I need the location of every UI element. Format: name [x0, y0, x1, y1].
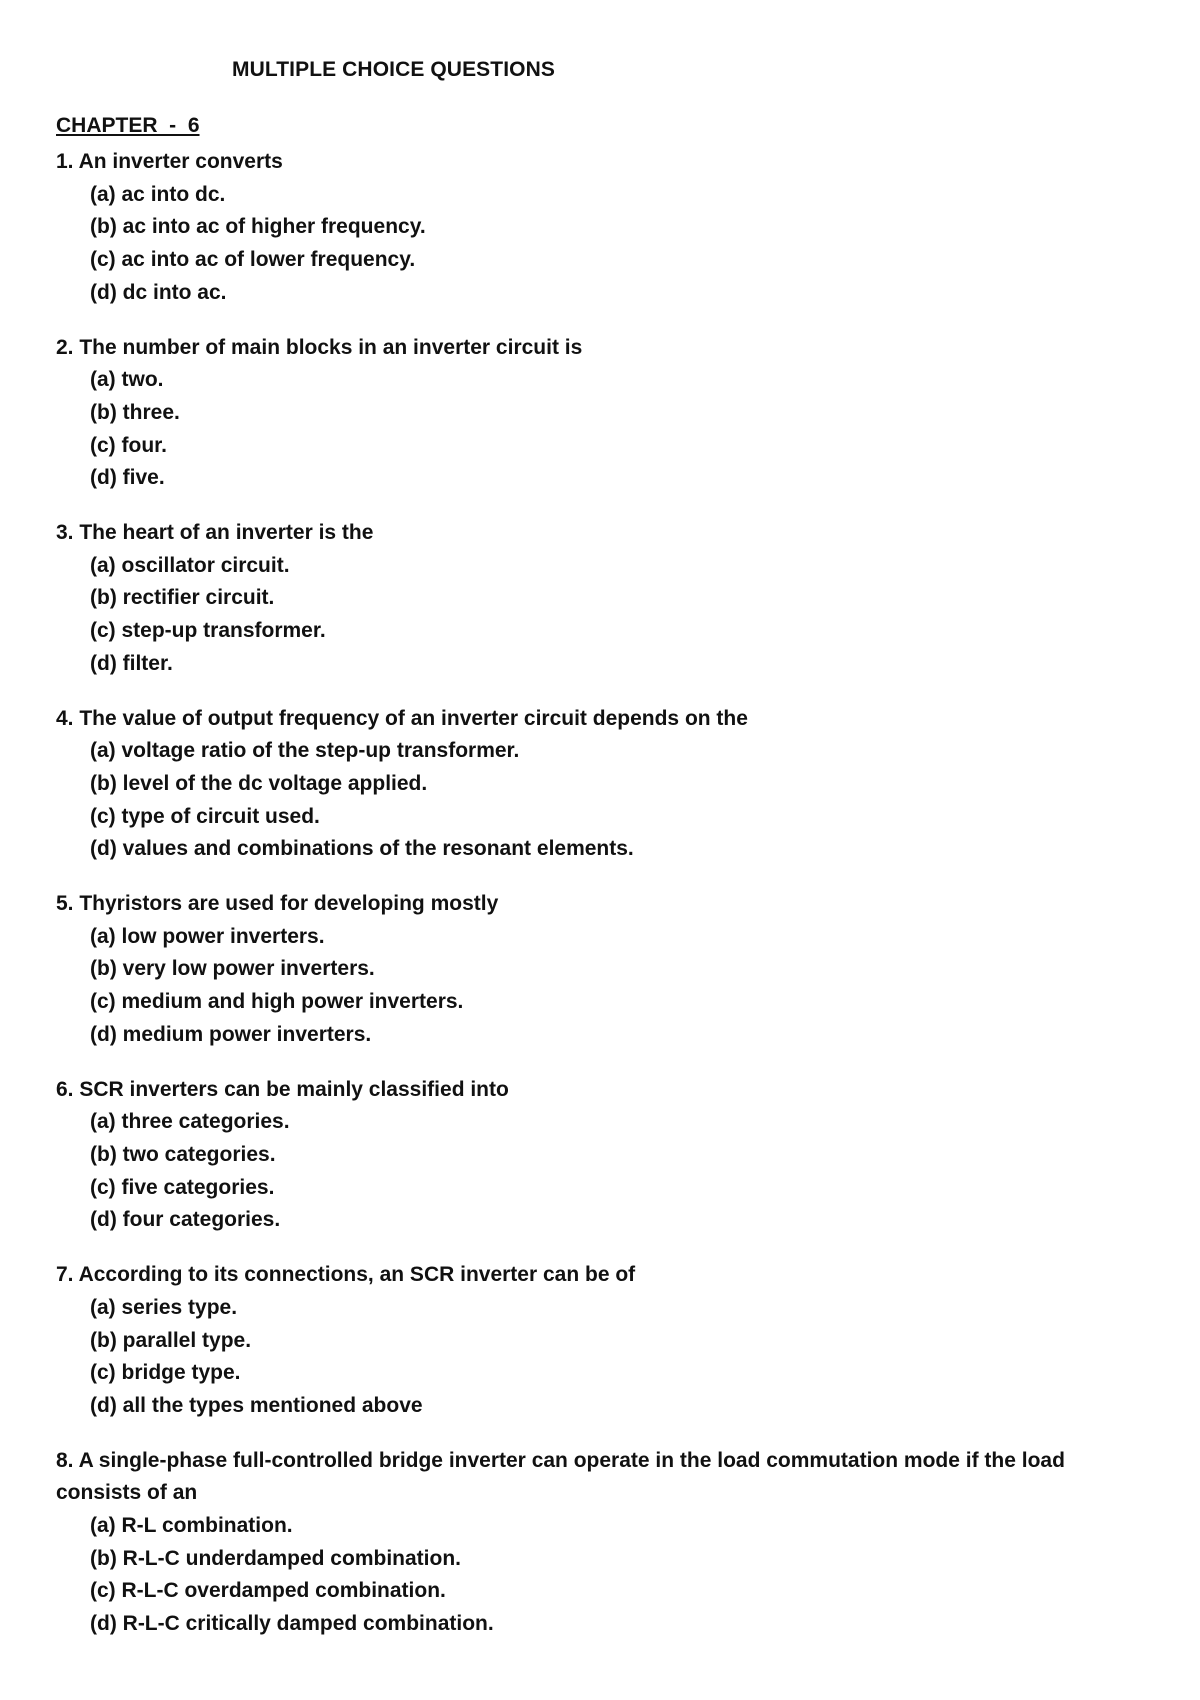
option-d: (d) medium power inverters. — [90, 1022, 372, 1046]
question-stem: 6. SCR inverters can be mainly classified into — [56, 1077, 509, 1101]
question-6 — [56, 1074, 1146, 1238]
question-3 — [56, 517, 1146, 681]
option-d: (d) four categories. — [90, 1208, 281, 1232]
option-a: (a) voltage ratio of the step-up transformer. — [90, 739, 520, 763]
option-d: (d) R-L-C critically damped combination. — [90, 1612, 494, 1636]
option-b: (b) ac into ac of higher frequency. — [90, 215, 426, 239]
option-a: (a) two. — [90, 368, 164, 392]
option-c: (c) type of circuit used. — [90, 804, 320, 828]
page-title: MULTIPLE CHOICE QUESTIONS — [232, 58, 555, 81]
option-b: (b) two categories. — [90, 1142, 276, 1166]
option-c: (c) bridge type. — [90, 1361, 241, 1385]
option-c: (c) step-up transformer. — [90, 619, 326, 643]
question-list — [56, 146, 1146, 1663]
option-d: (d) all the types mentioned above — [90, 1393, 423, 1417]
option-b: (b) level of the dc voltage applied. — [90, 771, 428, 795]
question-2 — [56, 332, 1146, 496]
option-a: (a) series type. — [90, 1295, 238, 1319]
option-b: (b) rectifier circuit. — [90, 586, 275, 610]
option-d: (d) dc into ac. — [90, 280, 227, 304]
option-c: (c) ac into ac of lower frequency. — [90, 248, 416, 272]
option-c: (c) R-L-C overdamped combination. — [90, 1579, 446, 1603]
question-8 — [56, 1445, 1146, 1641]
option-d: (d) filter. — [90, 651, 173, 675]
option-d: (d) five. — [90, 466, 165, 490]
option-b: (b) parallel type. — [90, 1328, 252, 1352]
question-stem: 5. Thyristors are used for developing mostly — [56, 892, 499, 916]
question-stem: 2. The number of main blocks in an inverter circuit is — [56, 335, 583, 359]
question-7 — [56, 1259, 1146, 1423]
option-a: (a) ac into dc. — [90, 182, 226, 206]
option-b: (b) R-L-C underdamped combination. — [90, 1546, 461, 1570]
chapter-heading: CHAPTER - 6 — [56, 114, 200, 137]
option-c: (c) five categories. — [90, 1175, 275, 1199]
question-stem: 4. The value of output frequency of an inverter circuit depends on the — [56, 706, 748, 730]
option-b: (b) very low power inverters. — [90, 957, 375, 981]
option-a: (a) low power inverters. — [90, 924, 325, 948]
question-stem: 7. According to its connections, an SCR inverter can be of — [56, 1263, 636, 1287]
option-b: (b) three. — [90, 400, 180, 424]
question-stem: 1. An inverter converts — [56, 150, 283, 173]
option-a: (a) R-L combination. — [90, 1514, 293, 1538]
question-1 — [56, 146, 1146, 310]
question-stem: 3. The heart of an inverter is the — [56, 521, 374, 545]
question-4 — [56, 703, 1146, 867]
option-c: (c) medium and high power inverters. — [90, 990, 464, 1014]
question-5 — [56, 888, 1146, 1052]
option-a: (a) three categories. — [90, 1110, 290, 1134]
option-a: (a) oscillator circuit. — [90, 553, 290, 577]
option-c: (c) four. — [90, 433, 167, 457]
question-stem: 8. A single-phase full-controlled bridge inverter can operate in the load commutation mode if the load consists of an — [56, 1448, 1065, 1505]
option-d: (d) values and combinations of the resonant elements. — [90, 837, 634, 861]
